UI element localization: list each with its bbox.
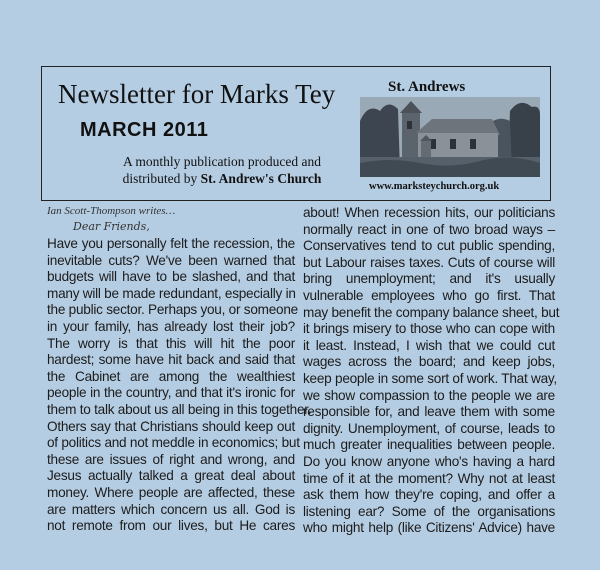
article-line: bring unemployment; and it's usually bbox=[303, 271, 555, 287]
masthead bbox=[41, 66, 551, 201]
church-photo bbox=[360, 81, 540, 187]
article-line: of politics and not meddle in economics; but bbox=[47, 435, 300, 451]
article-line: Others say that Christians should keep out bbox=[47, 418, 295, 434]
article-line: dignity. Unemployment, of course, leads to bbox=[303, 420, 555, 436]
article-column-right bbox=[303, 205, 560, 537]
article-line: vulnerable employees who go first. That bbox=[303, 287, 555, 303]
article-line: them to talk about us all being in this together. bbox=[47, 401, 312, 417]
article-line: we show compassion to the people we are bbox=[303, 387, 555, 403]
article-line: keep people in some sort of work. That way, bbox=[303, 370, 557, 386]
description-prefix: distributed by bbox=[122, 171, 201, 186]
article-line: these are issues of right and wrong, and bbox=[47, 451, 295, 467]
article-line: not remote from our lives, but He cares bbox=[47, 518, 295, 534]
article-line: wages across the board; and keep jobs, bbox=[303, 354, 555, 370]
church-photo-caption: St. Andrews bbox=[388, 79, 466, 95]
article-line: hardest; some have hit back and said that bbox=[47, 352, 295, 368]
article-line: budgets will have to be slashed, and that bbox=[47, 269, 295, 285]
article-line: listening ear? Some of the organisations bbox=[303, 503, 555, 519]
article-line: in your family, has already lost their job? bbox=[47, 318, 295, 334]
article-column-left bbox=[47, 236, 312, 535]
article-line: Have you personally felt the recession, the bbox=[47, 236, 295, 251]
issue-month: MARCH 2011 bbox=[80, 119, 209, 141]
article-line: much greater inequalities between people. bbox=[303, 437, 555, 453]
article-byline: Ian Scott-Thompson writes… bbox=[47, 205, 176, 217]
newsletter-title: Newsletter for Marks Tey bbox=[58, 79, 336, 109]
article-line: who might help (like Citizens' Advice) have bbox=[303, 520, 555, 536]
description-line-1: A monthly publication produced and bbox=[123, 154, 321, 169]
article-salutation: Dear Friends, bbox=[73, 220, 150, 233]
article-line: The worry is that this will hit the poor bbox=[47, 335, 295, 351]
article-line: responsible for, and leave them with some bbox=[303, 404, 555, 420]
article-line: ask them how they're coping, and offer a bbox=[303, 487, 555, 503]
article-line: about! When recession hits, our politicians bbox=[303, 205, 555, 220]
article-line: many will be made redundant, especially in bbox=[47, 285, 296, 301]
article-line: people in the country, and that it's ironic for bbox=[47, 385, 295, 401]
article-line: time of it at the moment? Why not at least bbox=[303, 470, 555, 486]
article-line: but Labour raises taxes. Cuts of course will bbox=[303, 254, 555, 270]
church-name: St. Andrew's Church bbox=[200, 171, 322, 186]
church-website: www.marksteychurch.org.uk bbox=[369, 181, 500, 192]
article-line: money. Where people are affected, these bbox=[47, 484, 295, 500]
article-line: Conservatives tend to cut public spending, bbox=[303, 238, 555, 254]
publication-description bbox=[102, 153, 342, 187]
article-line: Do you know anyone who's having a hard bbox=[303, 453, 555, 469]
article-line: the public sector. Perhaps you, or someone bbox=[47, 302, 298, 318]
article-line: it brings misery to those who can cope with bbox=[303, 321, 555, 337]
article-line: may benefit the company balance sheet, but bbox=[303, 304, 560, 320]
article-line: the Cabinet are among the wealthiest bbox=[47, 368, 295, 384]
article-line: normally react in one of two broad ways – bbox=[303, 221, 555, 237]
article-line: inevitable cuts? We've been warned that bbox=[47, 252, 295, 268]
article-line: are matters which concern us all. God is bbox=[47, 501, 295, 517]
article-line: Jesus actually talked a great deal about bbox=[47, 468, 295, 484]
article-line: it least. Instead, I wish that we could cut bbox=[303, 337, 555, 353]
